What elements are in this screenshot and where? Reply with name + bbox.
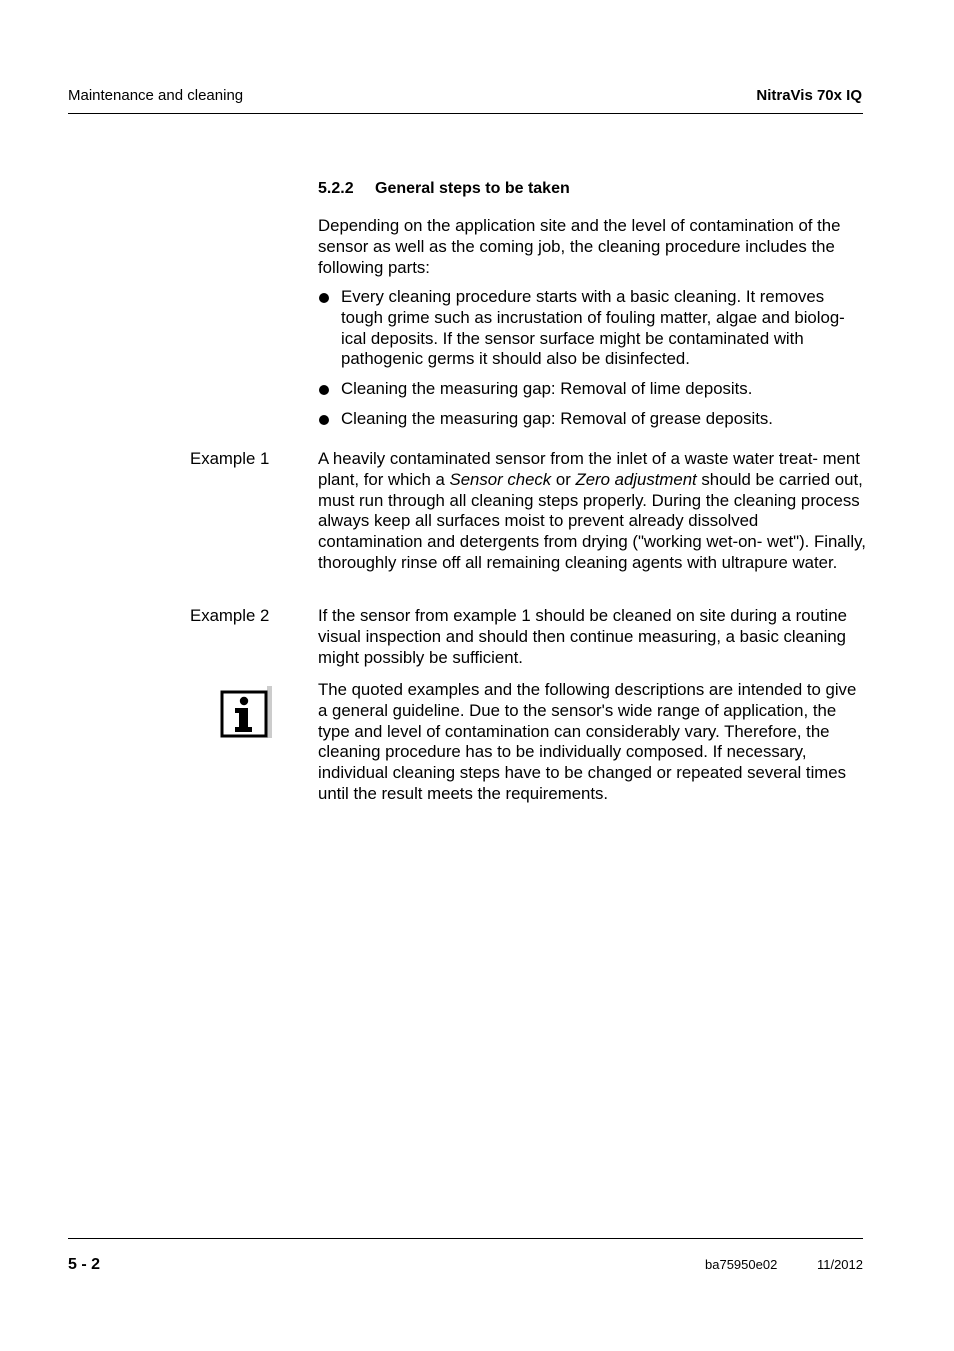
document-id: ba75950e02 bbox=[705, 1257, 778, 1272]
header-product-name: NitraVis 70x IQ bbox=[756, 87, 862, 104]
list-item bbox=[318, 287, 866, 370]
bullet-icon bbox=[319, 385, 329, 395]
list-item bbox=[318, 409, 866, 430]
header-rule bbox=[68, 113, 863, 114]
section-number: 5.2.2 bbox=[318, 180, 354, 197]
example-1-text bbox=[318, 449, 866, 574]
bullet-icon bbox=[319, 293, 329, 303]
list-item bbox=[318, 379, 866, 400]
example-1-text-part: or bbox=[551, 469, 576, 489]
cleaning-parts-list bbox=[318, 287, 866, 439]
list-item-text: Every cleaning procedure starts with a basic cleaning. It removes tough grime such as incrustation of fouling matter, algae and biolog- ical deposits. If the sensor surface might be contaminated with pathogenic germs it should also be disinfected. bbox=[341, 287, 845, 369]
document-date: 11/2012 bbox=[816, 1257, 863, 1272]
example-1-text-part: A heavily contaminated sensor from the inlet of a waste water treat- ment plant, for which a bbox=[318, 449, 860, 489]
section-title: General steps to be taken bbox=[375, 180, 570, 197]
sensor-check-term: Sensor check bbox=[449, 469, 552, 489]
example-1-text-part: should be carried out, must run through all cleaning steps properly. During the cleaning process always keep all surfaces moist to prevent already dissolved contamination and detergents from drying ("working wet-on- wet"). Finally, thoroughly rinse off all remaining cleaning agents with ultrapure water. bbox=[318, 469, 866, 572]
example-2-text: If the sensor from example 1 should be cleaned on site during a routine visual inspection and should then continue measuring, a basic cleaning might possibly be sufficient. bbox=[318, 606, 847, 667]
note-paragraph: The quoted examples and the following descriptions are intended to give a general guideline. Due to the sensor's wide range of application, the type and level of contamination can considerably vary. Therefore, the cleaning procedure has to be individually composed. If necessary, individual cleaning steps have to be changed or repeated several times until the result meets the requirements. bbox=[318, 680, 857, 803]
info-icon bbox=[220, 686, 272, 738]
intro-paragraph: Depending on the application site and the level of contamination of the sensor as well as the coming job, the cleaning procedure includes the following parts: bbox=[318, 216, 841, 277]
zero-adjustment-term: Zero adjustment bbox=[575, 469, 697, 489]
list-item-text: Cleaning the measuring gap: Removal of grease deposits. bbox=[341, 408, 773, 428]
header-section-title: Maintenance and cleaning bbox=[68, 87, 244, 104]
example-2-label: Example 2 bbox=[190, 606, 270, 625]
footer-rule bbox=[68, 1238, 863, 1239]
bullet-icon bbox=[319, 415, 329, 425]
page-number: 5 - 2 bbox=[68, 1256, 101, 1273]
section-heading bbox=[318, 180, 570, 198]
list-item-text: Cleaning the measuring gap: Removal of lime deposits. bbox=[341, 379, 753, 399]
example-1-label: Example 1 bbox=[190, 449, 270, 468]
